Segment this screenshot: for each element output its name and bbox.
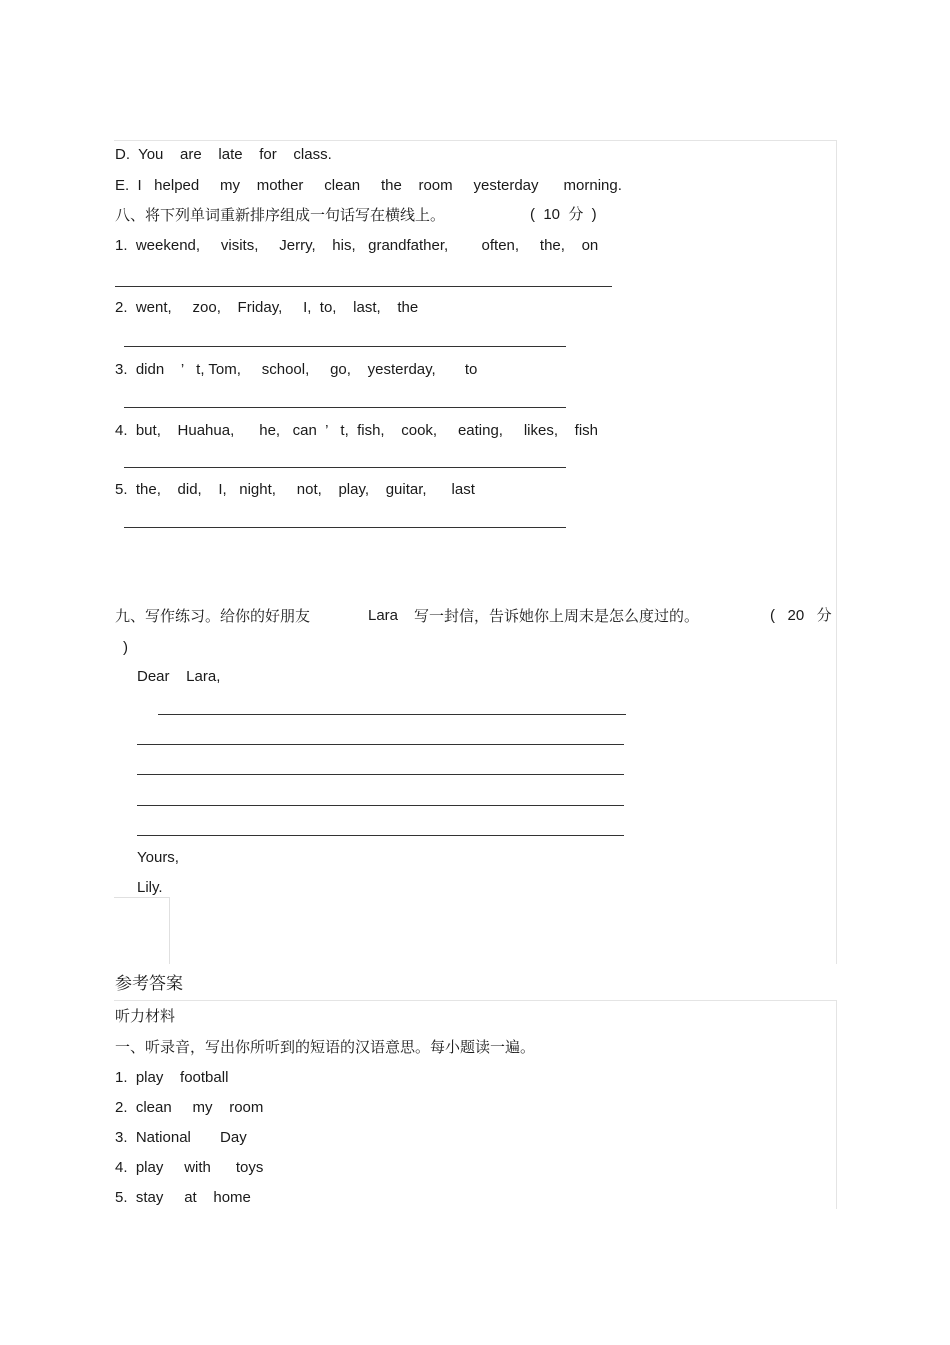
answers-title: 参考答案 [115, 974, 183, 994]
answers-section-1-title: 一、听录音，写出你所听到的短语的汉语意思。每小题读一遍。 [115, 1038, 536, 1056]
reorder-item-2: 2. went, zoo, Friday, I, to, last, the [115, 299, 419, 316]
reorder-item-5: 5. the, did, I, night, not, play, guitar, last [115, 481, 475, 498]
letter-line-1[interactable] [158, 714, 626, 715]
answer-item-4: 4. play with toys [115, 1159, 264, 1176]
page-corner-mark [114, 897, 170, 964]
answer-item-5: 5. stay at home [115, 1189, 251, 1206]
answer-line-4[interactable] [124, 467, 566, 468]
section-9-score: ( 20 分 [770, 607, 832, 624]
listening-title: 听力材料 [115, 1007, 176, 1025]
answer-line-3[interactable] [124, 407, 566, 408]
letter-line-2[interactable] [137, 744, 624, 745]
section-9-name: Lara [368, 607, 399, 624]
answer-line-2[interactable] [124, 346, 566, 347]
answer-line-1[interactable] [115, 286, 612, 287]
letter-signature: Lily. [137, 879, 163, 896]
reorder-item-1: 1. weekend, visits, Jerry, his, grandfather, often, the, on [115, 237, 599, 254]
answer-item-2: 2. clean my room [115, 1099, 264, 1116]
page-frame-top [114, 140, 837, 964]
section-9-score-close: ) [123, 639, 128, 656]
letter-greeting: Dear Lara, [137, 668, 221, 685]
option-e: E. I helped my mother clean the room yesterday morning. [115, 177, 622, 194]
answer-line-5[interactable] [124, 527, 566, 528]
section-8-score: ( 10 分 ) [530, 206, 597, 223]
section-9-instructions: 写一封信，告诉她你上周末是怎么度过的。 [414, 607, 700, 625]
option-d: D. You are late for class. [115, 146, 332, 163]
reorder-item-4: 4. but, Huahua, he, can ’ t, fish, cook, eating, likes, fish [115, 422, 599, 439]
letter-line-5[interactable] [137, 835, 624, 836]
reorder-item-3: 3. didn ’ t, Tom, school, go, yesterday, to [115, 361, 478, 378]
section-8-title: 八、将下列单词重新排序组成一句话写在横线上。 [115, 206, 446, 224]
section-9-title: 九、写作练习。给你的好朋友 [115, 607, 311, 625]
letter-line-3[interactable] [137, 774, 624, 775]
letter-line-4[interactable] [137, 805, 624, 806]
answer-item-1: 1. play football [115, 1069, 229, 1086]
letter-closing: Yours, [137, 849, 179, 866]
answer-item-3: 3. National Day [115, 1129, 247, 1146]
